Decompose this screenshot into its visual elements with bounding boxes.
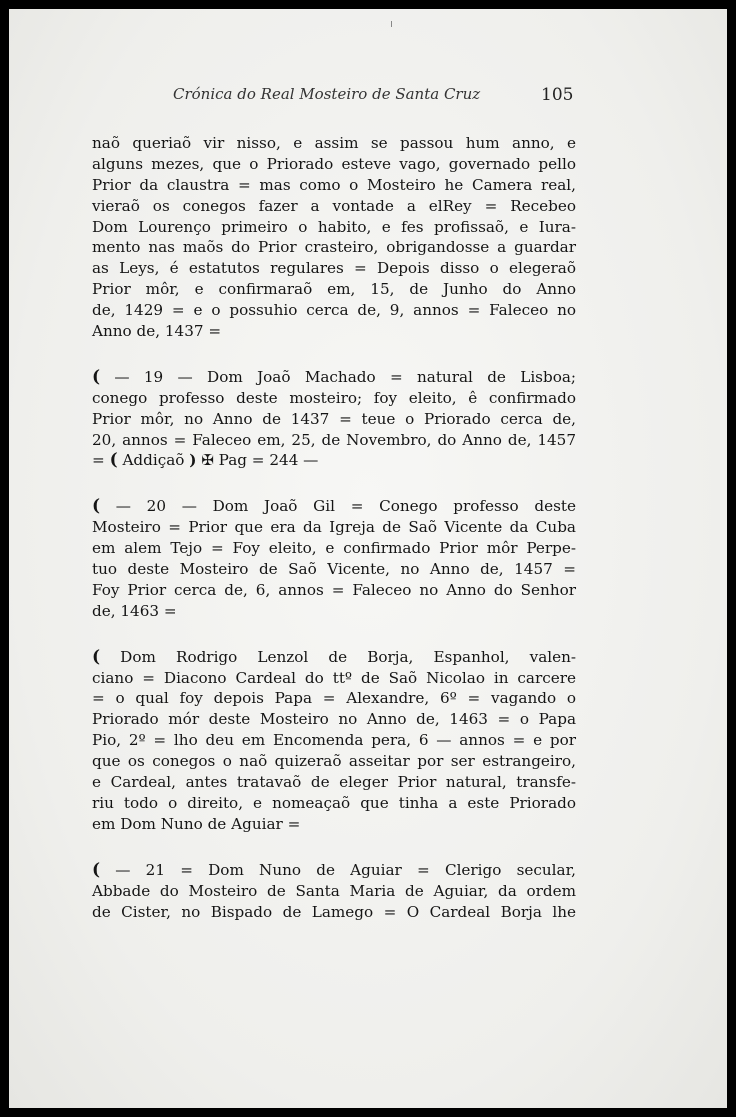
text-line: as Leys, é estatutos regulares = Depois disso o elegeraõ: [92, 259, 576, 278]
paragraph: [92, 133, 576, 342]
text-line: conego professo deste mosteiro; foy eleito, ê confirmado: [92, 388, 576, 407]
text-run: — 20 — Dom Joaõ Gil = Conego professo deste: [115, 497, 577, 516]
text-line: Foy Prior cerca de, 6, annos = Faleceo no Anno do Senhor: [92, 580, 576, 599]
paragraph: [92, 647, 576, 835]
text-line: mento nas maõs do Prior crasteiro, obrigandosse a guardar: [92, 238, 576, 257]
paragraph: [92, 496, 576, 621]
text-line: de, 1429 = e o possuhio cerca de, 9, annos = Faleceo no: [92, 301, 576, 320]
text-run: Dom Rodrigo Lenzol de Borja, Espanhol, valen-: [120, 647, 577, 666]
paragraph-mark-icon: (: [92, 366, 101, 387]
text-line: [92, 496, 576, 517]
text-line: Priorado mór deste Mosteiro no Anno de, 1463 = o Papa: [92, 710, 576, 729]
text-line: Pio, 2º = lho deu em Encomenda pera, 6 — annos = e por: [92, 731, 576, 750]
paragraph-mark-icon: (: [92, 646, 101, 667]
text-line: Dom Lourenço primeiro o habito, e fes profissaõ, e Iura-: [92, 217, 576, 236]
text-line: alguns mezes, que o Priorado esteve vago, governado pello: [92, 154, 576, 173]
page-number: 105: [541, 85, 574, 105]
text-run: — 19 — Dom Joaõ Machado = natural de Lisboa;: [114, 367, 577, 386]
text-run: — 21 = Dom Nuno de Aguiar = Clerigo secular,: [115, 860, 577, 879]
text-line: Abbade do Mosteiro de Santa Maria de Aguiar, da ordem: [92, 881, 576, 900]
close-mark-icon: ): [189, 451, 197, 470]
text-line: Prior môr, e confirmaraõ em, 15, de Junho do Anno: [92, 280, 576, 299]
paragraph-mark-icon: (: [92, 496, 101, 517]
paragraph: [92, 367, 576, 471]
body-text: [92, 133, 576, 922]
paper-mark: [391, 21, 392, 27]
text-line: em Dom Nuno de Aguiar =: [92, 814, 301, 833]
running-head-title: Crónica do Real Mosteiro de Santa Cruz: [173, 85, 481, 103]
text-line: Mosteiro = Prior que era da Igreja de Saõ Vicente da Cuba: [92, 518, 576, 537]
text-line: riu todo o direito, e nomeaçaõ que tinha a este Priorado: [92, 793, 576, 812]
text-line: [92, 647, 576, 668]
text-line: em alem Tejo = Foy eleito, e confirmado Prior môr Perpe-: [92, 539, 576, 558]
text-line: que os conegos o naõ quizeraõ asseitar por ser estrangeiro,: [92, 752, 576, 771]
running-head: [9, 85, 727, 109]
text-line: e Cardeal, antes tratavaõ de eleger Prior natural, transfe-: [92, 773, 576, 792]
text-line: vieraõ os conegos fazer a vontade a elRey = Recebeo: [92, 196, 576, 215]
text-line: Prior môr, no Anno de 1437 = teue o Priorado cerca de,: [92, 409, 576, 428]
text-line: de, 1463 =: [92, 601, 177, 620]
text-line: Anno de, 1437 =: [92, 322, 222, 341]
text-line: naõ queriaõ vir nisso, e assim se passou hum anno, e: [92, 134, 576, 152]
maltese-cross-icon: ✠: [201, 451, 214, 470]
addicao-word: Addiçaõ: [122, 451, 185, 470]
text-line: de Cister, no Bispado de Lamego = O Cardeal Borja lhe: [92, 902, 576, 921]
paper-sheet: [9, 9, 727, 1108]
paragraph-mark-icon: (: [109, 450, 118, 471]
text-line: 20, annos = Faleceo em, 25, de Novembro, do Anno de, 1457: [92, 430, 576, 449]
text-line: [92, 450, 576, 471]
text-line: [92, 367, 576, 388]
text-line: tuo deste Mosteiro de Saõ Vicente, no Anno de, 1457 =: [92, 560, 576, 579]
text-line: = o qual foy depois Papa = Alexandre, 6º = vagando o: [92, 689, 576, 708]
text-line: Prior da claustra = mas como o Mosteiro he Camera real,: [92, 175, 576, 194]
text-run: Pag = 244 —: [218, 451, 319, 470]
text-line: [92, 860, 576, 881]
text-line: ciano = Diacono Cardeal do ttº de Saõ Nicolao in carcere: [92, 668, 576, 687]
paragraph-mark-icon: (: [92, 859, 101, 880]
text-run: =: [92, 451, 110, 470]
paragraph: [92, 860, 576, 923]
